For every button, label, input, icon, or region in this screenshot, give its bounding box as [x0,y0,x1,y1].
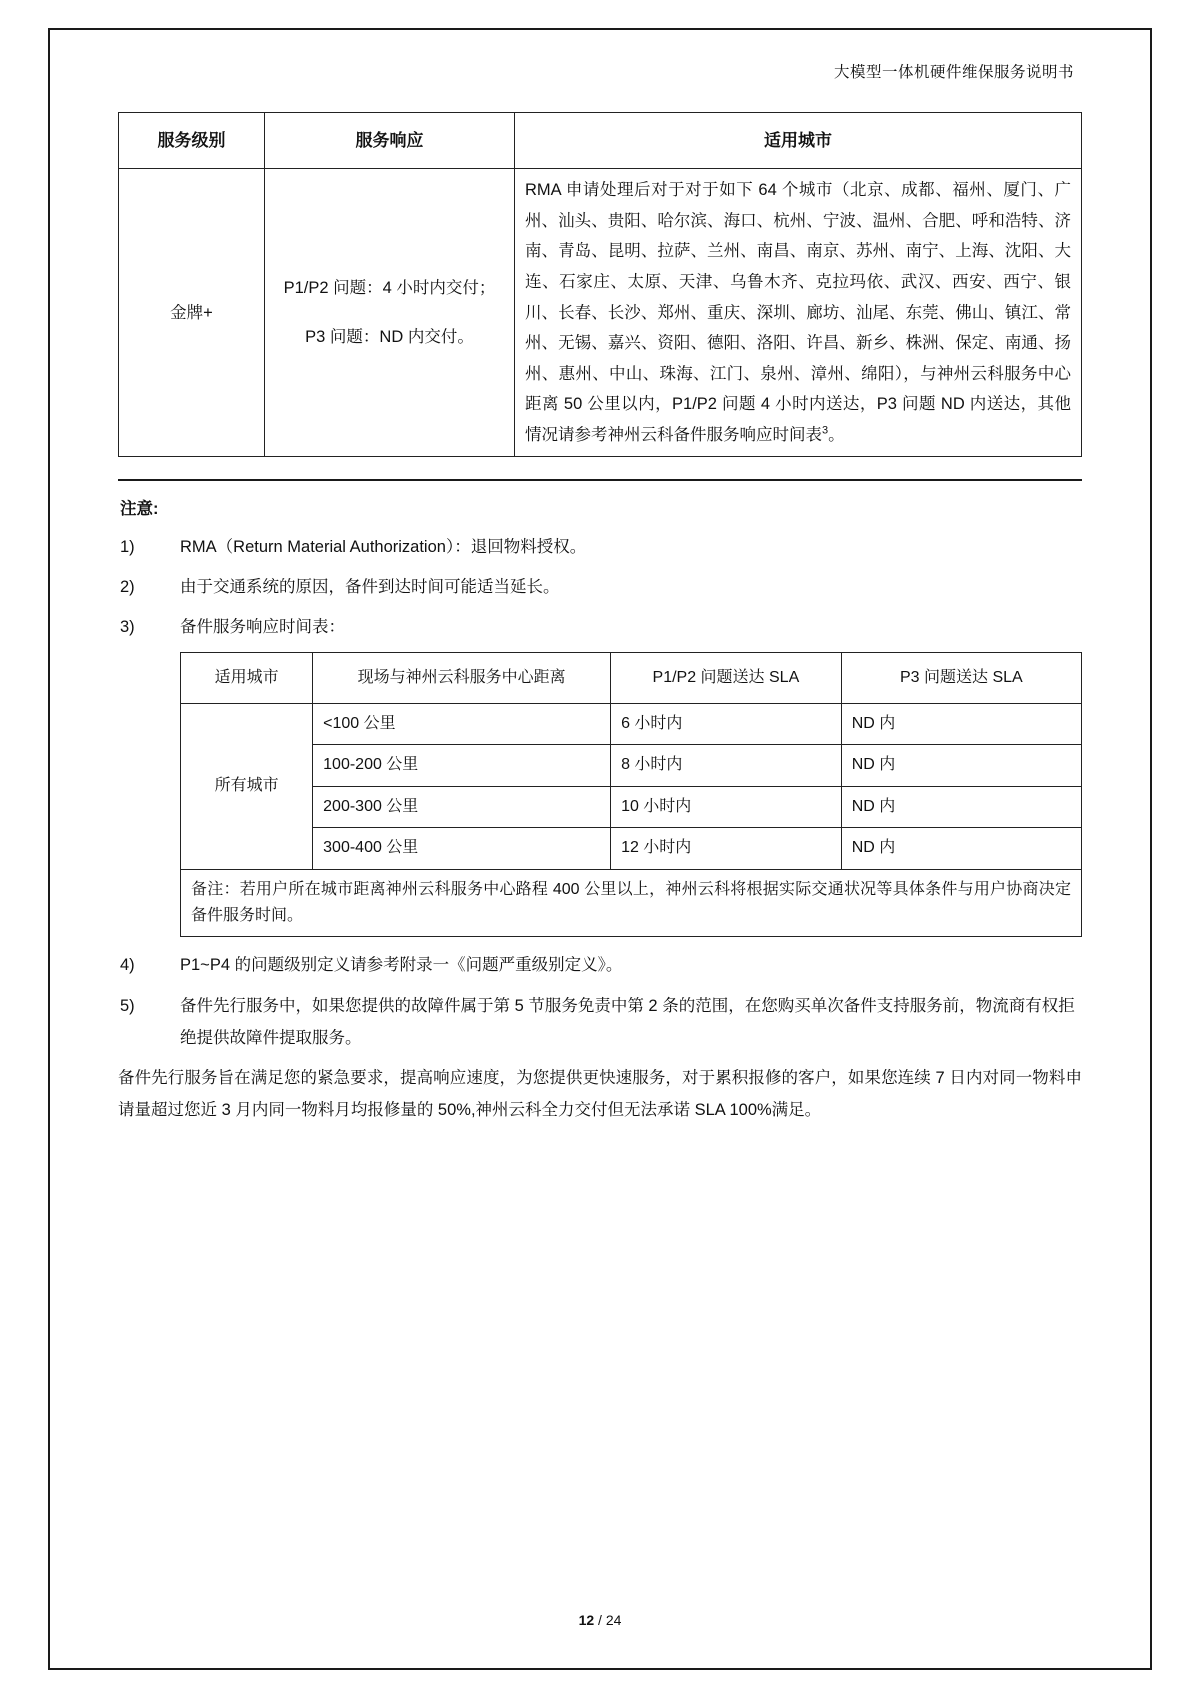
list-marker: 5) [120,996,135,1015]
table-row [181,745,1082,786]
response-line-p3: P3 问题：ND 内交付。 [305,327,474,346]
table-row [119,169,1082,457]
list-marker: 3) [120,618,135,637]
cell-distance: 100-200 公里 [313,745,611,786]
table-header-row [181,652,1082,703]
list-item [118,949,1082,981]
cell-p3-sla: ND 内 [841,786,1081,827]
sla-response-time-table [180,652,1082,938]
cell-applicable-cities [515,169,1082,457]
cities-text-end: 。 [828,425,845,444]
section-divider [118,479,1082,481]
table-row [181,828,1082,869]
cell-p1p2-sla: 10 小时内 [611,786,842,827]
col-header-service-level: 服务级别 [119,113,265,169]
list-item-text: P1~P4 的问题级别定义请参考附录一《问题严重级别定义》。 [180,956,623,975]
col-header-service-response: 服务响应 [265,113,515,169]
cell-p1p2-sla: 8 小时内 [611,745,842,786]
cities-text: RMA 申请处理后对于对于如下 64 个城市（北京、成都、福州、厦门、广州、汕头、贵阳、哈尔滨、海口、杭州、宁波、温州、合肥、呼和浩特、济南、青岛、昆明、拉萨、兰州、南昌、南京、苏州、南宁、上海、沈阳、大连、石家庄、太原、天津、乌鲁木齐、克拉玛依、武汉、西安、西宁、银川、长春、长沙、郑州、重庆、深圳、廊坊、汕尾、东莞、佛山、镇江、常州、无锡、嘉兴、资阳、德阳、洛阳、许昌、新乡、株洲、保定、南通、扬州、惠州、中山、珠海、江门、泉州、漳州、绵阳），与神州云科服务中心距离 50 公里以内，P1/P2 问题 4 小时内送达，P3 问题 ND 内送达，其他情况请参考神州云科备件服务响应时间表 [525,181,1071,444]
cell-p3-sla: ND 内 [841,745,1081,786]
footer-total-pages: 24 [605,1612,622,1628]
table-row [181,703,1082,744]
footer-current-page: 12 [578,1612,595,1628]
sla-table-footnote: 备注：若用户所在城市距离神州云科服务中心路程 400 公里以上，神州云科将根据实际交通状况等具体条件与用户协商决定备件服务时间。 [181,869,1082,937]
list-item-text: RMA（Return Material Authorization）：退回物料授权。 [180,538,587,557]
col-header-applicable-cities: 适用城市 [515,113,1082,169]
cell-service-level: 金牌+ [119,169,265,457]
cell-distance: 300-400 公里 [313,828,611,869]
col-header-distance: 现场与神州云科服务中心距离 [313,652,611,703]
col-header-applicable-city: 适用城市 [181,652,313,703]
col-header-p3-sla: P3 问题送达 SLA [841,652,1081,703]
cell-distance: <100 公里 [313,703,611,744]
list-item [118,531,1082,563]
table-header-row [119,113,1082,169]
page-content [118,60,1082,1126]
list-marker: 4) [120,956,135,975]
cell-p3-sla: ND 内 [841,828,1081,869]
response-line-p1p2: P1/P2 问题：4 小时内交付； [283,279,496,298]
col-header-p1p2-sla: P1/P2 问题送达 SLA [611,652,842,703]
footer-separator: / [598,1612,602,1628]
cities-footnote-marker: 3 [822,424,829,437]
notes-list [118,531,1082,1054]
cell-service-response [265,169,515,457]
cell-city-all: 所有城市 [181,703,313,869]
cell-p1p2-sla: 12 小时内 [611,828,842,869]
document-header-title: 大模型一体机硬件维保服务说明书 [833,63,1074,81]
page-footer [0,1612,1200,1628]
list-item [118,990,1082,1054]
list-item [118,611,1082,937]
list-marker: 2) [120,578,135,597]
list-item [118,571,1082,603]
closing-paragraph: 备件先行服务旨在满足您的紧急要求，提高响应速度，为您提供更快速服务，对于累积报修的客户，如果您连续 7 日内对同一物料申请量超过您近 3 月内同一物料月均报修量的 50%,神州云科全力交付但无法承诺 SLA 100%满足。 [118,1068,1082,1120]
cell-p1p2-sla: 6 小时内 [611,703,842,744]
cell-p3-sla: ND 内 [841,703,1081,744]
cell-distance: 200-300 公里 [313,786,611,827]
list-item-text: 由于交通系统的原因，备件到达时间可能适当延长。 [180,578,560,597]
table-footnote-row [181,869,1082,937]
list-item-text: 备件服务响应时间表： [180,618,345,637]
list-marker: 1) [120,538,135,557]
notes-heading: 注意: [120,500,159,519]
list-item-text: 备件先行服务中，如果您提供的故障件属于第 5 节服务免责中第 2 条的范围，在您购买单次备件支持服务前，物流商有权拒绝提供故障件提取服务。 [180,996,1075,1047]
service-level-table [118,112,1082,457]
table-row [181,786,1082,827]
